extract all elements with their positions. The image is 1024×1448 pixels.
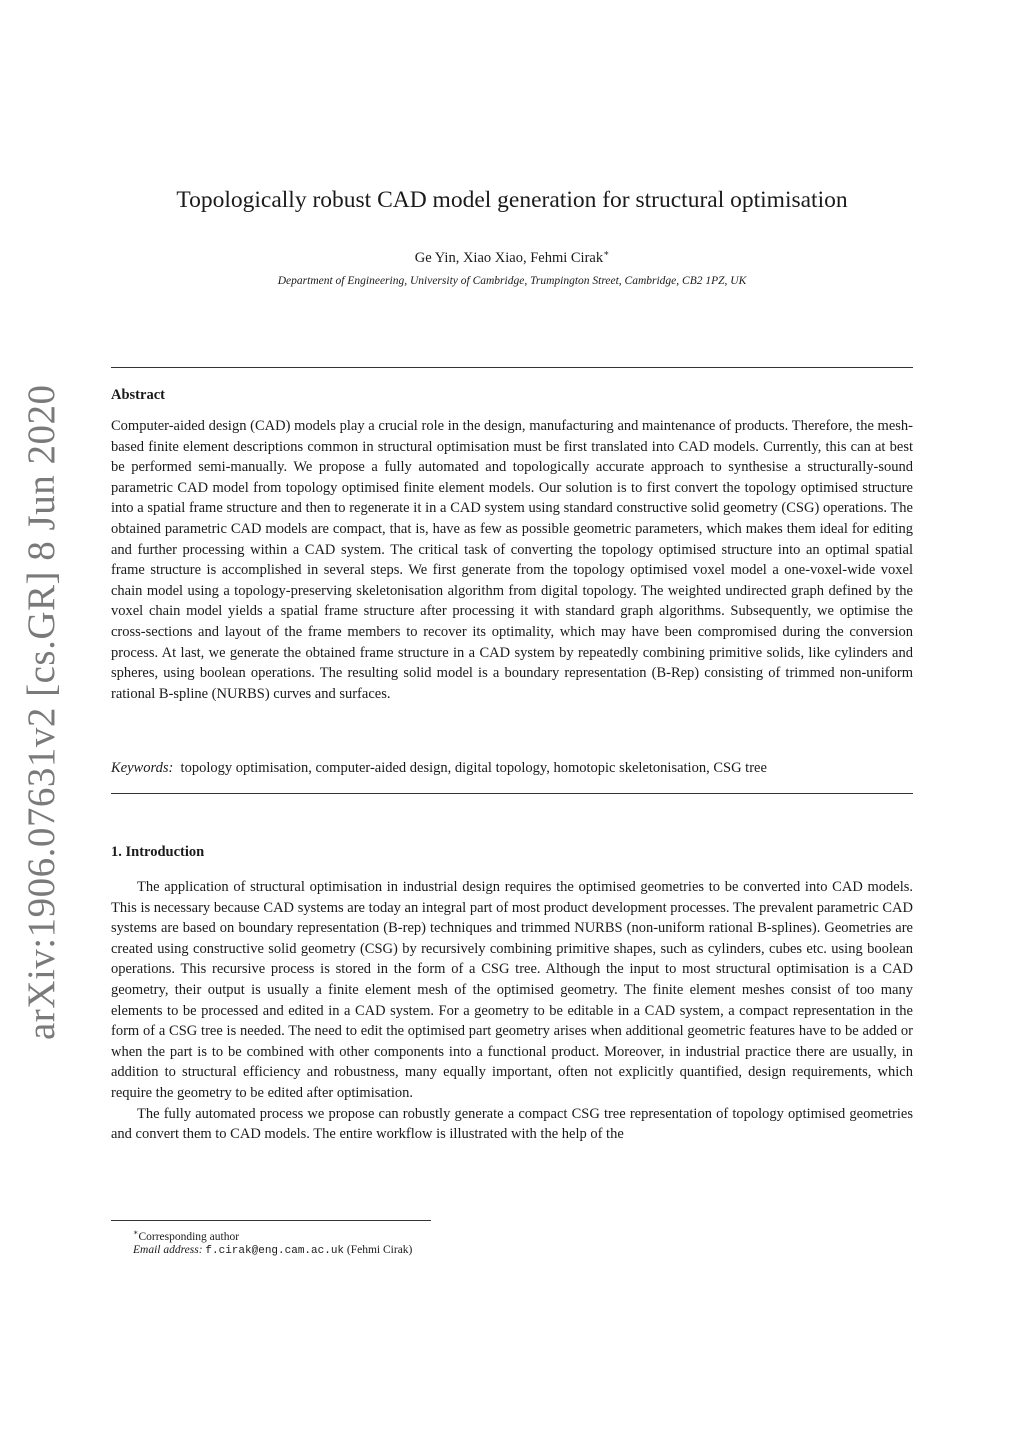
footnote-email	[133, 1242, 412, 1259]
paper-title: Topologically robust CAD model generation for structural optimisation	[176, 187, 848, 213]
email-label: Email address:	[133, 1244, 203, 1256]
footnote-corresponding-text: Corresponding author	[138, 1230, 240, 1243]
keywords-text: topology optimisation, computer-aided design, digital topology, homotopic skeletonisation, CSG tree	[180, 760, 767, 776]
abstract-bottom-rule	[111, 793, 913, 794]
author-list	[0, 243, 1024, 268]
email-address[interactable]: f.cirak@eng.cam.ac.uk	[205, 1245, 345, 1257]
email-owner: (Fehmi Cirak)	[346, 1244, 413, 1256]
footnote-rule	[111, 1220, 431, 1221]
keywords-line	[111, 758, 913, 778]
author-affiliation: Department of Engineering, University of Cambridge, Trumpington Street, Cambridge, CB2 1PZ, UK	[277, 275, 747, 287]
introduction-paragraph-2: The fully automated process we propose can robustly generate a compact CSG tree representation of topology optimised geometries and convert them to CAD models. The entire workflow is illustrated with the help of the	[111, 1105, 913, 1143]
abstract-heading: Abstract	[111, 387, 165, 403]
introduction-body	[111, 877, 913, 1145]
author-names: Ge Yin, Xiao Xiao, Fehmi Cirak	[414, 249, 604, 266]
abstract-text: Computer-aided design (CAD) models play a crucial role in the design, manufacturing and maintenance of products. Therefore, the mesh-based finite element descriptions common in structural optimisation must be first translated into CAD models. Currently, this can at best be performed semi-manually. We propose a fully automated and topologically accurate approach to synthesise a structurally-sound parametric CAD model from topology optimised finite element models. Our solution is to first convert the topology optimised structure into a spatial frame structure and then to regenerate it in a CAD system using standard constructive solid geometry (CSG) operations. The obtained parametric CAD models are compact, that is, have as few as possible geometric parameters, which makes them ideal for editing and further processing within a CAD system. The critical task of converting the topology optimised structure into an optimal spatial frame structure is accomplished in several steps. We first generate from the topology optimised voxel model a one-voxel-wide voxel chain model using a topology-preserving skeletonisation algorithm from digital topology. The weighted undirected graph defined by the voxel chain model yields a spatial frame structure after processing it with standard graph algorithms. Subsequently, we optimise the cross-sections and layout of the frame members to recover its optimality, which may have been compromised during the conversion process. At last, we generate the obtained frame structure in a CAD system by repeatedly combining primitive solids, like cylinders and spheres, using boolean operations. The resulting solid model is a boundary representation (B-Rep) consisting of trimmed non-uniform rational B-spline (NURBS) curves and surfaces.	[111, 418, 913, 702]
introduction-paragraph-1: The application of structural optimisation in industrial design requires the optimised geometries to be converted into CAD models. This is necessary because CAD systems are today an integral part of most product development processes. The prevalent parametric CAD systems are based on boundary representation (B-rep) techniques and trimmed NURBS (non-uniform rational B-splines). Geometries are created using constructive solid geometry (CSG) by recursively combining primitive shapes, such as cylinders, cubes etc. using boolean operations. This recursive process is stored in the form of a CSG tree. Although the input to most structural optimisation is a CAD geometry, their output is usually a finite element mesh of the optimised geometry. The finite element meshes consist of too many elements to be processed and edited in a CAD system. For a geometry to be editable in a CAD system, a compact representation in the form of a CSG tree is needed. The need to edit the optimised part geometry arises when additional geometric features have to be added or when the part is to be combined with other components into a functional product. Moreover, in industrial practice there are usually, in addition to structural efficiency and robustness, many equally important, often not explicitly quantified, design requirements, which require the geometry to be edited after optimisation.	[111, 879, 913, 1101]
arxiv-side-stamp: arXiv:1906.07631v2 [cs.GR] 8 Jun 2020	[20, 384, 63, 1040]
keywords-label: Keywords:	[111, 760, 174, 776]
footnote-mark: ∗	[133, 1228, 139, 1237]
author-footnote-mark: ∗	[603, 248, 610, 258]
abstract-body	[111, 416, 913, 704]
introduction-heading: 1. Introduction	[111, 844, 205, 860]
abstract-top-rule	[111, 367, 913, 368]
